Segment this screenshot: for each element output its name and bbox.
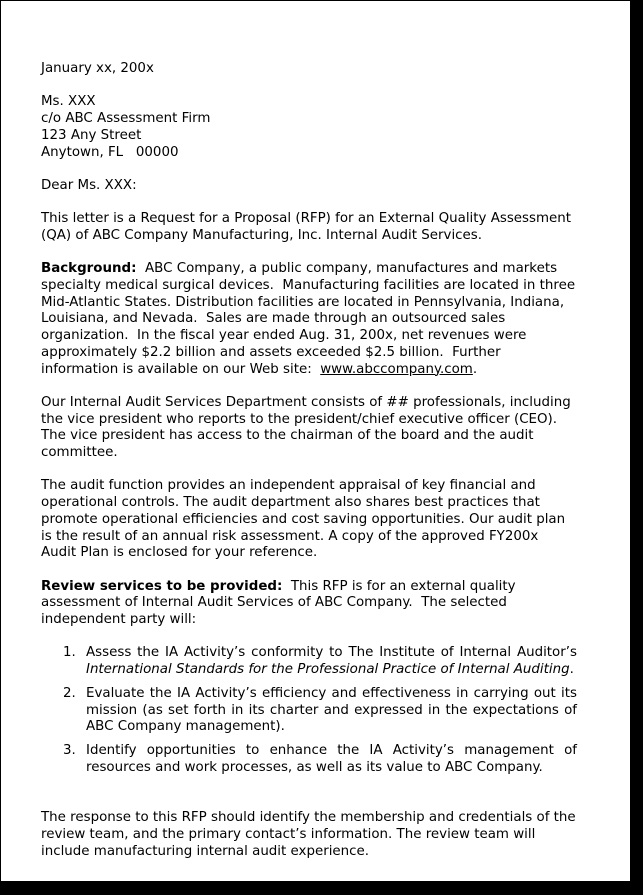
recipient-street: 123 Any Street [41,127,142,143]
letter-date [41,61,577,78]
website-link[interactable]: www.abccompany.com [320,361,473,377]
list-item-number: 1. [63,645,76,661]
list-item-text: Evaluate the IA Activity’s efficiency and effectiveness in carrying out its mission (as set forth in its charter and expressed in the expectations of ABC Company management). [86,685,577,735]
list-item-text: Assess the IA Activity’s conformity to The Institute of Internal Auditor’s [86,645,577,661]
salutation [41,178,577,195]
list-item [41,743,577,776]
letter-body [41,61,580,877]
list-item-end: . [569,662,574,678]
intro-paragraph [41,211,577,244]
list-item-number: 2. [63,685,76,701]
list-item [41,645,577,678]
list-item [41,686,577,736]
salutation-text: Dear Ms. XXX: [41,177,137,193]
audit-function-paragraph [41,478,577,562]
recipient-firm: c/o ABC Assessment Firm [41,111,211,127]
recipient-name: Ms. XXX [41,94,96,110]
review-paragraph [41,579,577,629]
background-text: ABC Company, a public company, manufactures and markets specialty medical surgical devices. Manufacturing facilities are located in three Mid-Atlantic States. Distribution facilities are located in Pennsylvania, Indiana, Louisiana, and Nevada. Sales are made through an outsourced sales organization. In the fiscal year ended Aug. 31, 200x, net revenues were approximately $2.2 billion and assets exceeded $2.5 billion. Further information is available on our Web site: [41,261,580,377]
intro-text: This letter is a Request for a Proposal (RFP) for an External Quality Assessment (QA) of ABC Company Manufacturing, Inc. Internal Audit Services. [41,211,572,243]
list-item-italic: International Standards for the Professional Practice of Internal Auditing [86,662,570,678]
list-item-number: 3. [63,743,76,758]
department-paragraph [41,395,577,462]
recipient-city: Anytown, FL 00000 [41,144,179,160]
review-text: This RFP is for an external quality assessment of Internal Audit Services of ABC Company. The selected independent party will: [41,578,520,628]
list-item-text: Identify opportunities to enhance the IA Activity’s management of resources and work processes, as well as its value to ABC Company. [86,743,577,775]
background-paragraph [41,261,580,378]
review-list [41,645,577,776]
date-text: January xx, 200x [41,61,154,76]
recipient-address [41,94,577,161]
background-heading: Background: [41,261,137,277]
review-heading: Review services to be provided: [41,578,283,594]
response-paragraph [41,810,577,860]
response-text: The response to this RFP should identify the membership and credentials of the review team, and the primary contact’s information. The review team will include manufacturing internal audit experience. [41,810,576,859]
audit-function-text: The audit function provides an independent appraisal of key financial and operational controls. The audit department also shares best practices that promote operational efficiencies and cost saving opportunities. Our audit plan is the result of an annual risk assessment. A copy of the approved FY200x Audit Plan is enclosed for your reference. [41,478,566,561]
background-end: . [472,361,478,377]
department-text: Our Internal Audit Services Department consists of ## professionals, including the vice president who reports to the president/chief executive officer (CEO). The vice president has access to the chairman of the board and the audit committee. [41,394,571,461]
